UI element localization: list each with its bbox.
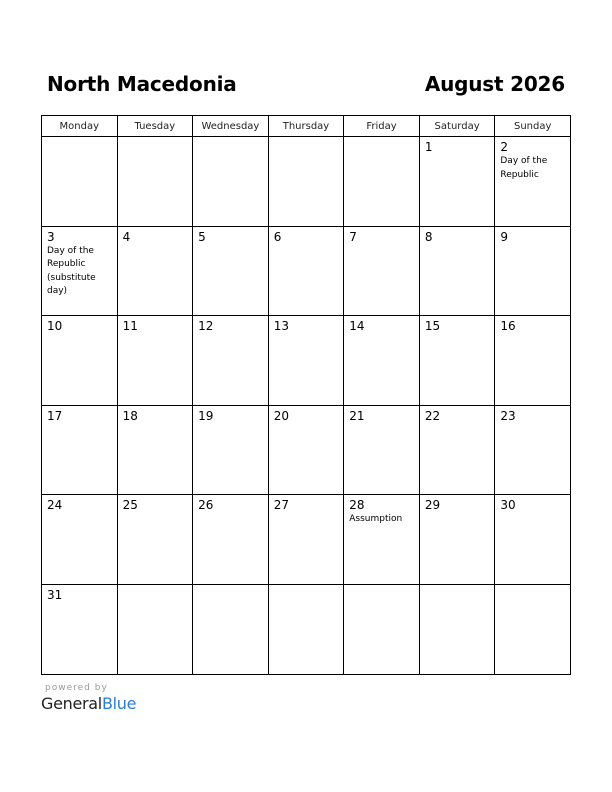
day-cell [42,316,118,406]
day-number: 4 [122,229,131,244]
day-number: 18 [122,408,138,423]
weekday-monday: Monday [42,116,118,137]
week-row [42,137,571,227]
day-cell [117,495,193,585]
day-number: 28 [349,498,365,513]
day-cell [495,226,571,316]
day-cell [117,137,193,227]
day-cell [268,316,344,406]
week-row [42,405,571,495]
day-cell [344,405,420,495]
day-number: 31 [47,587,63,602]
day-number: 17 [47,408,63,423]
day-cell [42,405,118,495]
powered-by-label: powered by [45,683,108,693]
weekday-thursday: Thursday [268,116,344,137]
day-number: 19 [198,408,214,423]
day-number: 20 [273,408,289,423]
day-cell [344,137,420,227]
day-cell [193,316,269,406]
day-number: 30 [500,498,516,513]
day-cell [42,495,118,585]
day-number: 14 [349,319,365,334]
day-cell [344,584,420,674]
week-row [42,584,571,674]
day-number: 21 [349,408,365,423]
day-cell [344,316,420,406]
day-cell [117,405,193,495]
day-number: 13 [273,319,289,334]
day-cell [193,584,269,674]
day-number: 11 [122,319,138,334]
week-row [42,316,571,406]
day-cell [268,584,344,674]
day-number: 16 [500,319,516,334]
day-number: 10 [47,319,63,334]
week-row [42,226,571,316]
calendar-grid [41,115,571,675]
day-number: 25 [122,498,138,513]
day-cell [419,316,495,406]
day-cell [268,226,344,316]
day-number: 27 [273,498,289,513]
day-cell [193,226,269,316]
day-number: 3 [47,229,55,244]
day-cell [419,584,495,674]
day-cell [193,405,269,495]
weekday-friday: Friday [344,116,420,137]
weekday-tuesday: Tuesday [117,116,193,137]
day-cell [495,316,571,406]
day-cell [495,495,571,585]
day-cell [419,405,495,495]
day-cell [193,137,269,227]
day-number: 12 [198,319,214,334]
day-number: 26 [198,498,214,513]
day-cell [42,584,118,674]
country-title: North Macedonia [47,72,237,96]
day-number: 8 [424,229,433,244]
day-cell [42,137,118,227]
day-number: 9 [500,229,509,244]
day-cell [42,226,118,316]
day-cell [495,584,571,674]
day-cell [344,226,420,316]
holiday-label: Day of the Republic (substitute day) [47,245,96,297]
holiday-label: Assumption [349,514,403,525]
brand-general-text: General [41,694,102,713]
brand-blue-text: Blue [101,694,137,713]
day-cell [117,584,193,674]
day-number: 29 [424,498,441,513]
month-year-title: August 2026 [424,72,565,96]
day-cell [117,226,193,316]
weekday-header-row [42,116,571,137]
day-cell [344,495,420,585]
weekday-sunday: Sunday [495,116,571,137]
day-cell [419,137,495,227]
generalblue-logo [41,694,136,713]
day-cell [193,495,269,585]
holiday-label: Day of the Republic [500,156,548,180]
day-number: 2 [500,140,509,154]
day-number: 7 [349,229,357,244]
day-cell [268,137,344,227]
day-cell [419,226,495,316]
day-cell [419,495,495,585]
day-number: 1 [424,140,433,154]
day-number: 15 [424,319,441,334]
day-cell [117,316,193,406]
day-cell [268,405,344,495]
weekday-wednesday: Wednesday [193,116,269,137]
day-number: 23 [500,408,516,423]
day-number: 5 [198,229,206,244]
day-cell [495,405,571,495]
day-number: 22 [424,408,441,423]
day-cell [268,495,344,585]
week-row [42,495,571,585]
day-number: 6 [273,229,282,244]
day-cell [495,137,571,227]
weekday-saturday: Saturday [419,116,495,137]
day-number: 24 [47,498,63,513]
